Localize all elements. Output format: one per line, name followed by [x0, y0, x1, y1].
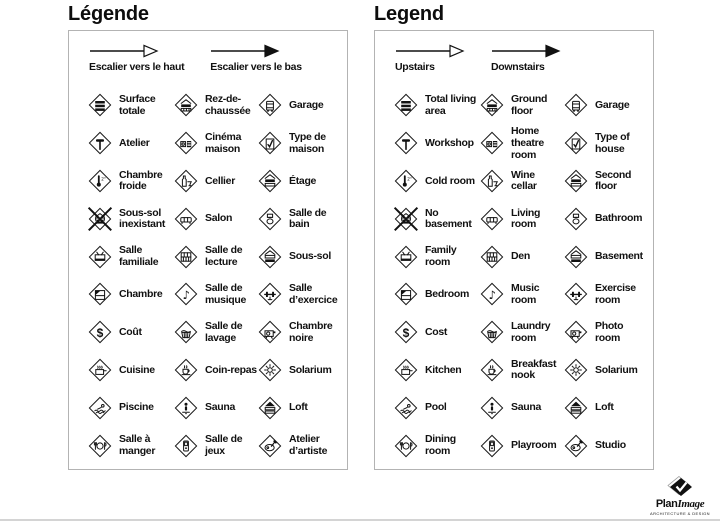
legend-item-label: Living room — [511, 206, 541, 231]
loft-icon — [563, 395, 589, 421]
legend-item-label: Sous-sol — [289, 250, 331, 263]
legend-item-label: Type de maison — [289, 130, 326, 155]
legend-item-label: Salle familiale — [119, 244, 159, 269]
legend-item — [393, 238, 479, 276]
cold-room-icon — [87, 168, 113, 194]
legend-item-label: Cinéma maison — [205, 130, 242, 155]
legend-item — [173, 125, 257, 163]
legend-item — [173, 238, 257, 276]
legend-item — [479, 87, 563, 125]
svg-text:♪: ♪ — [182, 287, 190, 302]
stair-arrow-key — [89, 44, 341, 73]
legend-item-label: Rez-de-chaussée — [205, 93, 251, 117]
legend-item-label: Studio — [595, 439, 626, 452]
legend-item-label: Solarium — [595, 363, 638, 376]
legend-item — [87, 314, 173, 352]
legend-item — [173, 276, 257, 314]
home-theatre-icon — [479, 131, 505, 157]
ground-floor-icon — [173, 93, 199, 119]
stair-arrow — [210, 44, 302, 73]
legend-item-label: Home theatre room — [511, 125, 544, 161]
legend-item-label: Total living area — [425, 93, 477, 117]
total-living-area-icon — [87, 93, 113, 119]
home-theatre-icon — [173, 131, 199, 157]
stair-arrow — [89, 44, 184, 73]
basement-icon — [257, 244, 283, 270]
legend-item-label: Sous-sol inexistant — [119, 206, 166, 231]
legend-item — [257, 352, 343, 390]
den-icon — [479, 244, 505, 270]
music-room-icon — [173, 282, 199, 308]
solarium-icon — [257, 357, 283, 383]
legend-item-label: Family room — [425, 244, 457, 269]
legend-item-label: Exercise room — [595, 282, 636, 306]
legend-item — [173, 427, 257, 465]
legend-item — [87, 389, 173, 427]
legend-item-label: No basement — [425, 206, 472, 231]
legend-item — [563, 389, 649, 427]
bathroom-icon — [257, 206, 283, 232]
wine-cellar-icon — [173, 168, 199, 194]
pool-icon — [87, 395, 113, 421]
legend-grid — [87, 87, 343, 465]
arrow-up-open-icon — [395, 44, 465, 58]
legend-item — [563, 352, 649, 390]
legend-item-label: Salle de jeux — [205, 433, 243, 458]
legend-item-label: Loft — [289, 401, 308, 414]
legend-item-label: Atelier d’artiste — [289, 433, 328, 458]
exercise-room-icon — [257, 282, 283, 308]
legend-item-label: Salle de bain — [289, 206, 327, 231]
planimage-tagline: ARCHITECTURE & DESIGN — [650, 511, 710, 516]
legend-item — [479, 163, 563, 201]
legend-item — [479, 238, 563, 276]
legend-item-label: Ground floor — [511, 93, 548, 117]
loft-icon — [257, 395, 283, 421]
photo-room-icon — [257, 320, 283, 346]
legend-item-label: Cost — [425, 325, 448, 338]
den-icon — [173, 244, 199, 270]
arrow-label: Escalier vers le bas — [210, 61, 302, 73]
second-floor-icon — [257, 168, 283, 194]
svg-text:$: $ — [402, 325, 410, 340]
legend-item — [393, 87, 479, 125]
legend-item — [257, 314, 343, 352]
stair-arrow — [491, 44, 561, 73]
legend-item-label: Dining room — [425, 433, 456, 458]
legend-item — [87, 352, 173, 390]
family-room-icon — [87, 244, 113, 270]
legend-item — [563, 276, 649, 314]
legend-item — [563, 163, 649, 201]
legend-item-label: Chambre froide — [119, 168, 163, 193]
legend-item-label: Salle de lecture — [205, 244, 243, 269]
legend-item — [257, 163, 343, 201]
legend-item — [173, 163, 257, 201]
svg-text:2°: 2° — [101, 176, 106, 182]
legend-item-label: Salle à manger — [119, 433, 156, 458]
legend-item-label: Breakfast nook — [511, 357, 557, 382]
planimage-logo — [648, 476, 712, 516]
legend-item — [257, 276, 343, 314]
legend-item — [87, 200, 173, 238]
kitchen-icon — [87, 357, 113, 383]
panel-box-english — [374, 30, 654, 470]
legend-item — [173, 200, 257, 238]
legend-item — [479, 427, 563, 465]
arrow-up-open-icon — [89, 44, 159, 58]
legend-item — [393, 276, 479, 314]
legend-item — [257, 427, 343, 465]
legend-item — [479, 125, 563, 163]
legend-item-label: Solarium — [289, 363, 332, 376]
legend-item — [563, 238, 649, 276]
svg-text:♪: ♪ — [488, 287, 496, 302]
legend-item — [393, 200, 479, 238]
legend-item — [257, 125, 343, 163]
svg-text:$: $ — [96, 325, 104, 340]
legend-item — [173, 87, 257, 125]
breakfast-nook-icon — [173, 357, 199, 383]
legend-item-label: Salle d’exercice — [289, 282, 338, 306]
no-basement-icon — [87, 206, 113, 232]
legend-item-label: Surface totale — [119, 93, 156, 117]
type-of-house-icon — [563, 131, 589, 157]
legend-item-label: Playroom — [511, 439, 557, 452]
laundry-room-icon — [479, 320, 505, 346]
legend-item-label: Salle de lavage — [205, 319, 243, 344]
legend-item — [479, 389, 563, 427]
legend-item-label: Second floor — [595, 168, 632, 193]
studio-icon — [257, 433, 283, 459]
basement-icon — [563, 244, 589, 270]
legend-item — [393, 314, 479, 352]
playroom-icon — [173, 433, 199, 459]
legend-item-label: Cold room — [425, 174, 475, 187]
arrow-label: Escalier vers le haut — [89, 61, 185, 73]
legend-item — [393, 389, 479, 427]
arrow-label: Downstairs — [491, 61, 545, 73]
legend-item-label: Cuisine — [119, 363, 155, 376]
legend-item-label: Type of house — [595, 130, 630, 155]
legend-item-label: Bathroom — [595, 212, 643, 225]
legend-item — [87, 427, 173, 465]
legend-item-label: Garage — [289, 99, 324, 112]
planimage-diamond-check-icon — [667, 476, 693, 499]
legend-item-label: Loft — [595, 401, 614, 414]
legend-item — [173, 314, 257, 352]
total-living-area-icon — [393, 93, 419, 119]
music-room-icon — [479, 282, 505, 308]
legend-item-label: Sauna — [511, 401, 542, 414]
stair-arrow — [395, 44, 465, 73]
legend-item — [563, 87, 649, 125]
garage-icon — [563, 93, 589, 119]
legend-item-label: Music room — [511, 282, 540, 306]
legend-item-label: Atelier — [119, 136, 150, 149]
legend-grid — [393, 87, 649, 465]
legend-item-label: Basement — [595, 250, 643, 263]
arrow-down-filled-icon — [210, 44, 280, 58]
garage-icon — [257, 93, 283, 119]
svg-text:2°: 2° — [407, 176, 412, 182]
legend-item-label: Wine cellar — [511, 168, 537, 193]
planimage-wordmark: PlanImage — [655, 498, 705, 510]
legend-item-label: Étage — [289, 174, 317, 187]
legend-item — [479, 276, 563, 314]
panel-title-french: Légende — [68, 3, 149, 25]
pool-icon — [393, 395, 419, 421]
arrow-down-filled-icon — [491, 44, 561, 58]
legend-item — [563, 314, 649, 352]
legend-item — [257, 389, 343, 427]
cost-icon — [393, 320, 419, 346]
type-of-house-icon — [257, 131, 283, 157]
legend-item — [173, 389, 257, 427]
sauna-icon — [173, 395, 199, 421]
living-room-icon — [479, 206, 505, 232]
breakfast-nook-icon — [479, 357, 505, 383]
workshop-icon — [393, 131, 419, 157]
no-basement-icon — [393, 206, 419, 232]
arrow-label: Upstairs — [395, 61, 435, 73]
workshop-icon — [87, 131, 113, 157]
legend-item-label: Chambre — [119, 288, 163, 301]
legend-item — [257, 238, 343, 276]
legend-item-label: Piscine — [119, 401, 154, 414]
legend-item — [257, 200, 343, 238]
legend-item — [87, 125, 173, 163]
cost-icon — [87, 320, 113, 346]
playroom-icon — [479, 433, 505, 459]
legend-item — [563, 427, 649, 465]
kitchen-icon — [393, 357, 419, 383]
legend-item — [257, 87, 343, 125]
legend-item-label: Kitchen — [425, 363, 462, 376]
dining-room-icon — [393, 433, 419, 459]
legend-item — [173, 352, 257, 390]
family-room-icon — [393, 244, 419, 270]
legend-item-label: Laundry room — [511, 319, 551, 344]
legend-item — [393, 125, 479, 163]
legend-item-label: Sauna — [205, 401, 236, 414]
legend-item-label: Pool — [425, 401, 447, 414]
studio-icon — [563, 433, 589, 459]
photo-room-icon — [563, 320, 589, 346]
living-room-icon — [173, 206, 199, 232]
legend-item-label: Workshop — [425, 136, 474, 149]
legend-item — [87, 163, 173, 201]
exercise-room-icon — [563, 282, 589, 308]
legend-item-label: Chambre noire — [289, 319, 333, 344]
panel-english — [374, 0, 654, 470]
legend-item-label: Bedroom — [425, 288, 469, 301]
cold-room-icon — [393, 168, 419, 194]
panel-french — [68, 0, 348, 470]
legend-item-label: Cellier — [205, 174, 235, 187]
legend-item-label: Coin-repas — [205, 363, 257, 376]
second-floor-icon — [563, 168, 589, 194]
panel-box-french — [68, 30, 348, 470]
legend-item — [563, 125, 649, 163]
legend-item-label: Garage — [595, 99, 630, 112]
bedroom-icon — [393, 282, 419, 308]
legend-item — [393, 163, 479, 201]
solarium-icon — [563, 357, 589, 383]
legend-item — [87, 238, 173, 276]
legend-item — [87, 87, 173, 125]
sauna-icon — [479, 395, 505, 421]
dining-room-icon — [87, 433, 113, 459]
legend-item — [393, 427, 479, 465]
stair-arrow-key — [395, 44, 647, 73]
wine-cellar-icon — [479, 168, 505, 194]
legend-item-label: Den — [511, 250, 530, 263]
legend-item — [393, 352, 479, 390]
legend-item-label: Salle de musique — [205, 282, 247, 306]
panel-title-english: Legend — [374, 3, 444, 25]
bathroom-icon — [563, 206, 589, 232]
legend-item-label: Photo room — [595, 319, 624, 344]
legend-item — [479, 314, 563, 352]
laundry-room-icon — [173, 320, 199, 346]
legend-item-label: Salon — [205, 212, 233, 225]
legend-item — [479, 352, 563, 390]
legend-item — [479, 200, 563, 238]
legend-item — [563, 200, 649, 238]
bedroom-icon — [87, 282, 113, 308]
legend-item — [87, 276, 173, 314]
legend-item-label: Coût — [119, 325, 142, 338]
ground-floor-icon — [479, 93, 505, 119]
page-bottom-rule — [0, 519, 720, 521]
